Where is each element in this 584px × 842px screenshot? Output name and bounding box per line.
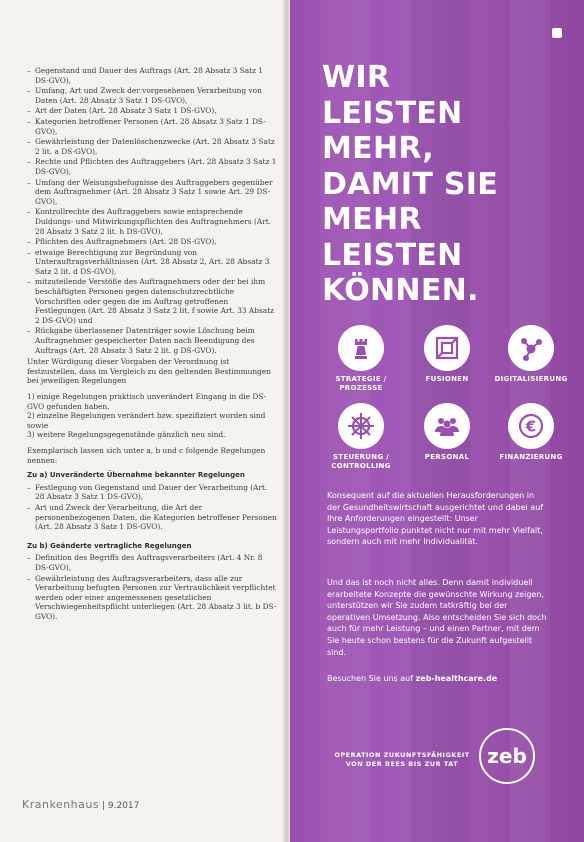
ad-body-1: Konsequent auf die aktuellen Herausforderungen in der Gesundheitswirtschaft ausgerichtet und dabei auf Ihre Anforderungen eingestellt: Unser Leistungsportfolio punktet nicht nur mit mehr Vielfalt, sondern auch mit mehr Individualität. bbox=[327, 491, 544, 547]
list-item-text: Kategorien betroffener Personen (Art. 28 Absatz 3 Satz 1 DS-GVO), bbox=[35, 116, 266, 136]
strategy-icon bbox=[338, 325, 384, 371]
service-label: STRATEGIE / PROZESSE bbox=[335, 375, 387, 392]
list-item bbox=[27, 137, 277, 156]
service-digitalization bbox=[492, 325, 570, 384]
service-steering bbox=[322, 403, 400, 471]
section-heading-b: Zu b) Geänderte vertragliche Regelungen bbox=[27, 541, 192, 550]
service-finance bbox=[492, 403, 570, 462]
list-item bbox=[27, 207, 277, 236]
numbered-item: 3) weitere Regelungsgegenstände gänzlich neu sind. bbox=[27, 430, 226, 440]
list-item-text: Art der Daten (Art. 28 Absatz 3 Satz 1 DS-GVO), bbox=[35, 106, 217, 116]
article-column bbox=[27, 66, 277, 622]
bullet-dash: – bbox=[27, 116, 31, 126]
list-item bbox=[27, 178, 277, 207]
website-link[interactable]: zeb-healthcare.de bbox=[415, 674, 498, 683]
list-item-text: Rechte und Pflichten des Auftraggebers (Art. 28 Absatz 3 Satz 1 DS-GVO), bbox=[35, 157, 277, 176]
url-prefix: Besuchen Sie uns auf bbox=[327, 674, 414, 683]
changed-rules-list bbox=[27, 553, 277, 621]
list-item bbox=[27, 86, 277, 105]
zeb-logo bbox=[479, 728, 535, 784]
numbered-list bbox=[27, 392, 277, 440]
page-gutter bbox=[283, 0, 290, 842]
ad-body-2: Und das ist noch nicht alles. Denn damit individuell erarbeitete Konzepte die gewünschte Wirkung zeigen, unterstützen wir Sie zudem tatkräftig bei der operativen Umsetzung. Also entscheiden Sie sich doch auch für mehr Leistung – und einen Partner, mit dem Sie heute schon bestens für die Zukunft aufgestellt sind. bbox=[327, 578, 547, 657]
list-item bbox=[27, 277, 277, 325]
service-strategy bbox=[322, 325, 400, 393]
list-item bbox=[27, 237, 277, 247]
bullet-dash: – bbox=[27, 157, 31, 167]
list-item-text: Rückgabe überlassener Datenträger sowie Löschung beim Auftragnehmer gespeicherter Daten nach Beendigung des Auftrags (Art. 28 Absatz 3 Satz 2 lit. g DS-GVO). bbox=[35, 326, 255, 355]
list-item-text: Gegenstand und Dauer des Auftrags (Art. 28 Absatz 3 Satz 1 DS-GVO), bbox=[35, 66, 264, 85]
service-label: FINANZIERUNG bbox=[499, 453, 563, 461]
list-item-text: Gewährleistung des Auftragsverarbeiters, dass alle zur Verarbeitung befugten Personen zur Vertraulichkeit verpflichtet werden oder einer angemessenen gesetzlichen Verschwiegenheitspflicht unterliegen (Art. 28 Absatz 3 lit. b DS-GVO). bbox=[35, 573, 277, 621]
list-item-text: Gewährleistung der Datenlöschenzwecke (Art. 28 Absatz 3 Satz 2 lit. a DS-GVO), bbox=[35, 137, 275, 156]
list-item bbox=[27, 483, 277, 502]
list-item-text: Kontrollrechte des Auftraggebers sowie entsprechende Duldungs- und Mitwirkungspflichten des Auftragnehmers (Art. 28 Absatz 3 Satz 2 lit. h DS-GVO), bbox=[35, 207, 272, 236]
bullet-dash: – bbox=[27, 502, 31, 512]
paragraph-2: Exemplarisch lassen sich unter a, b und c folgende Regelungen nennen: bbox=[27, 445, 266, 465]
personnel-icon bbox=[424, 403, 470, 449]
list-item bbox=[27, 553, 277, 572]
list-item bbox=[27, 574, 277, 622]
list-item bbox=[27, 503, 277, 532]
bullet-dash: – bbox=[27, 106, 31, 116]
numbered-item: 1) einige Regelungen praktisch unverändert Eingang in die DS-GVO gefunden haben, bbox=[27, 392, 267, 411]
numbered-item: 2) einzelne Regelungen verändert bzw. spezifiziert worden sind sowie bbox=[27, 411, 266, 430]
list-item-text: Definition des Begriffs des Auftragsverarbeiters (Art. 4 Nr. 8 DS-GVO), bbox=[35, 553, 263, 572]
list-item bbox=[27, 248, 277, 277]
service-label: FUSIONEN bbox=[425, 375, 469, 383]
bullet-dash: – bbox=[27, 177, 31, 187]
list-item-text: Umfang der Weisungsbefugnisse des Auftraggebers gegenüber dem Auftragnehmer (Art. 28 Absatz 3 Satz 1 sowie Art. 29 DS-GVO), bbox=[35, 177, 273, 206]
service-label: DIGITALISIERUNG bbox=[494, 375, 568, 383]
list-item bbox=[27, 66, 277, 85]
section-heading-a: Zu a) Unveränderte Übernahme bekannter Regelungen bbox=[27, 471, 245, 480]
bullet-dash: – bbox=[27, 277, 31, 287]
service-fusion bbox=[408, 325, 486, 384]
bullet-dash: – bbox=[27, 482, 31, 492]
svg-text:€: € bbox=[525, 417, 537, 436]
bullet-dash: – bbox=[27, 86, 31, 96]
issue-number: 9.2017 bbox=[107, 801, 140, 811]
bullet-dash: – bbox=[27, 573, 31, 583]
page-footer bbox=[22, 798, 139, 811]
list-item bbox=[27, 326, 277, 355]
service-label: STEUERUNG / CONTROLLING bbox=[331, 453, 391, 470]
unchanged-rules-list bbox=[27, 483, 277, 532]
bullet-dash: – bbox=[27, 237, 31, 247]
footer-separator: | bbox=[101, 801, 108, 811]
list-item-text: mitzuteilende Verstöße des Auftragnehmers oder der bei ihm beschäftigten Personen gegen datenschutzrechtliche Vorschriften oder gegen die im Auftrag getroffenen Festlegungen (Art. 28 Absatz 3 Satz 2 lit. f sowie Art. 33 Absatz 2 DS-GVO) und bbox=[35, 277, 275, 325]
list-item-text: Umfang, Art und Zweck der vorgesehenen Verarbeitung von Daten (Art. 28 Absatz 3 Satz 1 DS-GVO), bbox=[35, 86, 262, 105]
finance-icon bbox=[508, 403, 554, 449]
list-item bbox=[27, 157, 277, 176]
page-corner-mark bbox=[552, 28, 562, 38]
digitalization-icon bbox=[508, 325, 554, 371]
paragraph-1: Unter Würdigung dieser Vorgaben der Verordnung ist festzustellen, dass im Vergleich zu den geltenden Bestimmungen bei jeweiligen Regelungen bbox=[27, 357, 271, 386]
service-label: PERSONAL bbox=[424, 453, 470, 461]
service-personnel bbox=[408, 403, 486, 462]
fusion-icon bbox=[424, 325, 470, 371]
magazine-title: Krankenhaus bbox=[22, 798, 100, 811]
bullet-dash: – bbox=[27, 326, 31, 336]
ad-tagline: OPERATION ZUKUNFTSFÄHIGKEIT VON DER BEES BIS ZUR TAT bbox=[334, 751, 470, 768]
list-item bbox=[27, 106, 277, 116]
ad-headline: WIR LEISTEN MEHR, DAMIT SIE MEHR LEISTEN KÖNNEN. bbox=[322, 60, 499, 308]
bullet-dash: – bbox=[27, 137, 31, 147]
list-item-text: Art und Zweck der Verarbeitung, die Art der personenbezogenen Daten, die Kategorien betroffener Personen (Art. 28 Absatz 3 Satz 1 DS-GVO). bbox=[35, 502, 277, 532]
bullet-dash: – bbox=[27, 66, 31, 75]
list-item-text: Pflichten des Auftragnehmers (Art. 28 DS-GVO), bbox=[35, 237, 217, 247]
bullet-dash: – bbox=[27, 247, 31, 257]
list-item-text: Festlegung von Gegenstand und Dauer der Verarbeitung (Art. 28 Absatz 3 Satz 1 DS-GVO), bbox=[35, 482, 268, 502]
logo-text: zeb bbox=[487, 744, 527, 768]
list-item-text: etwaige Berechtigung zur Begründung von Unterauftragsverhältnissen (Art. 28 Absatz 2, Art. 28 Absatz 3 Satz 2 lit. d DS-GVO), bbox=[35, 247, 270, 276]
list-item bbox=[27, 117, 277, 136]
bullet-dash: – bbox=[27, 207, 31, 217]
steering-icon bbox=[338, 403, 384, 449]
website-line bbox=[327, 674, 497, 683]
bullet-dash: – bbox=[27, 553, 31, 563]
requirements-list bbox=[27, 66, 277, 355]
